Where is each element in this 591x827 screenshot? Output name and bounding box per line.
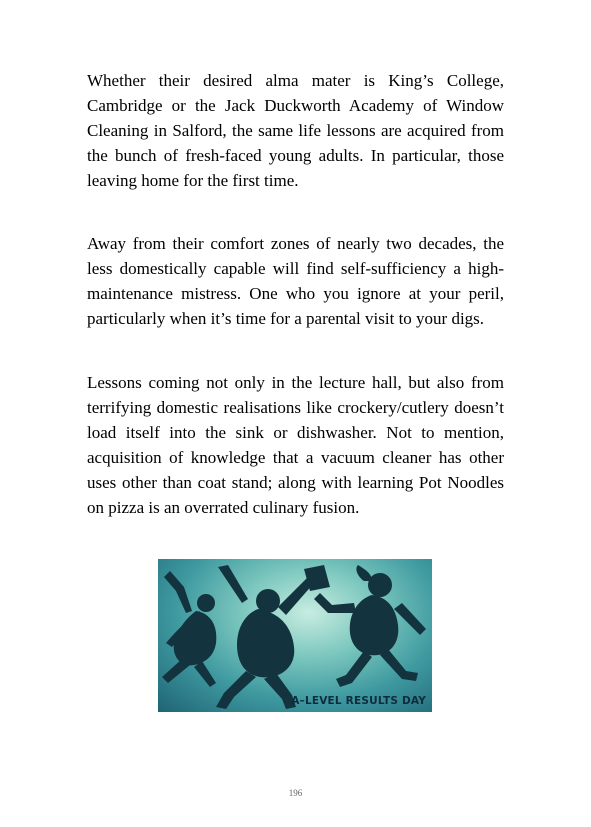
paragraph-3: Lessons coming not only in the lecture hall, but also from terrifying domestic realisations like crockery/cutlery doesn’t load itself into the sink or dishwasher. Not to mention, acquisition of knowledge that a vacuum cleaner has other uses other than coat stand; along with learning Pot Noodles on pizza is an overrated culinary fusion. [87,373,504,517]
results-day-photo [158,559,432,712]
photo-caption: A–LEVEL RESULTS DAY [291,695,426,707]
paragraph-1: Whether their desired alma mater is King’s College, Cambridge or the Jack Duckworth Academy of Window Cleaning in Salford, the same life lessons are acquired from the bunch of fresh-faced young adults. In particular, those leaving home for the first time. [87,71,504,190]
jumping-students-silhouette-icon [158,559,432,712]
page-number: 196 [288,788,303,798]
paragraph-2: Away from their comfort zones of nearly two decades, the less domestically capable will find self-sufficiency a high-maintenance mistress. One who you ignore at your peril, particularly when it’s time for a parental visit to your digs. [87,234,504,328]
